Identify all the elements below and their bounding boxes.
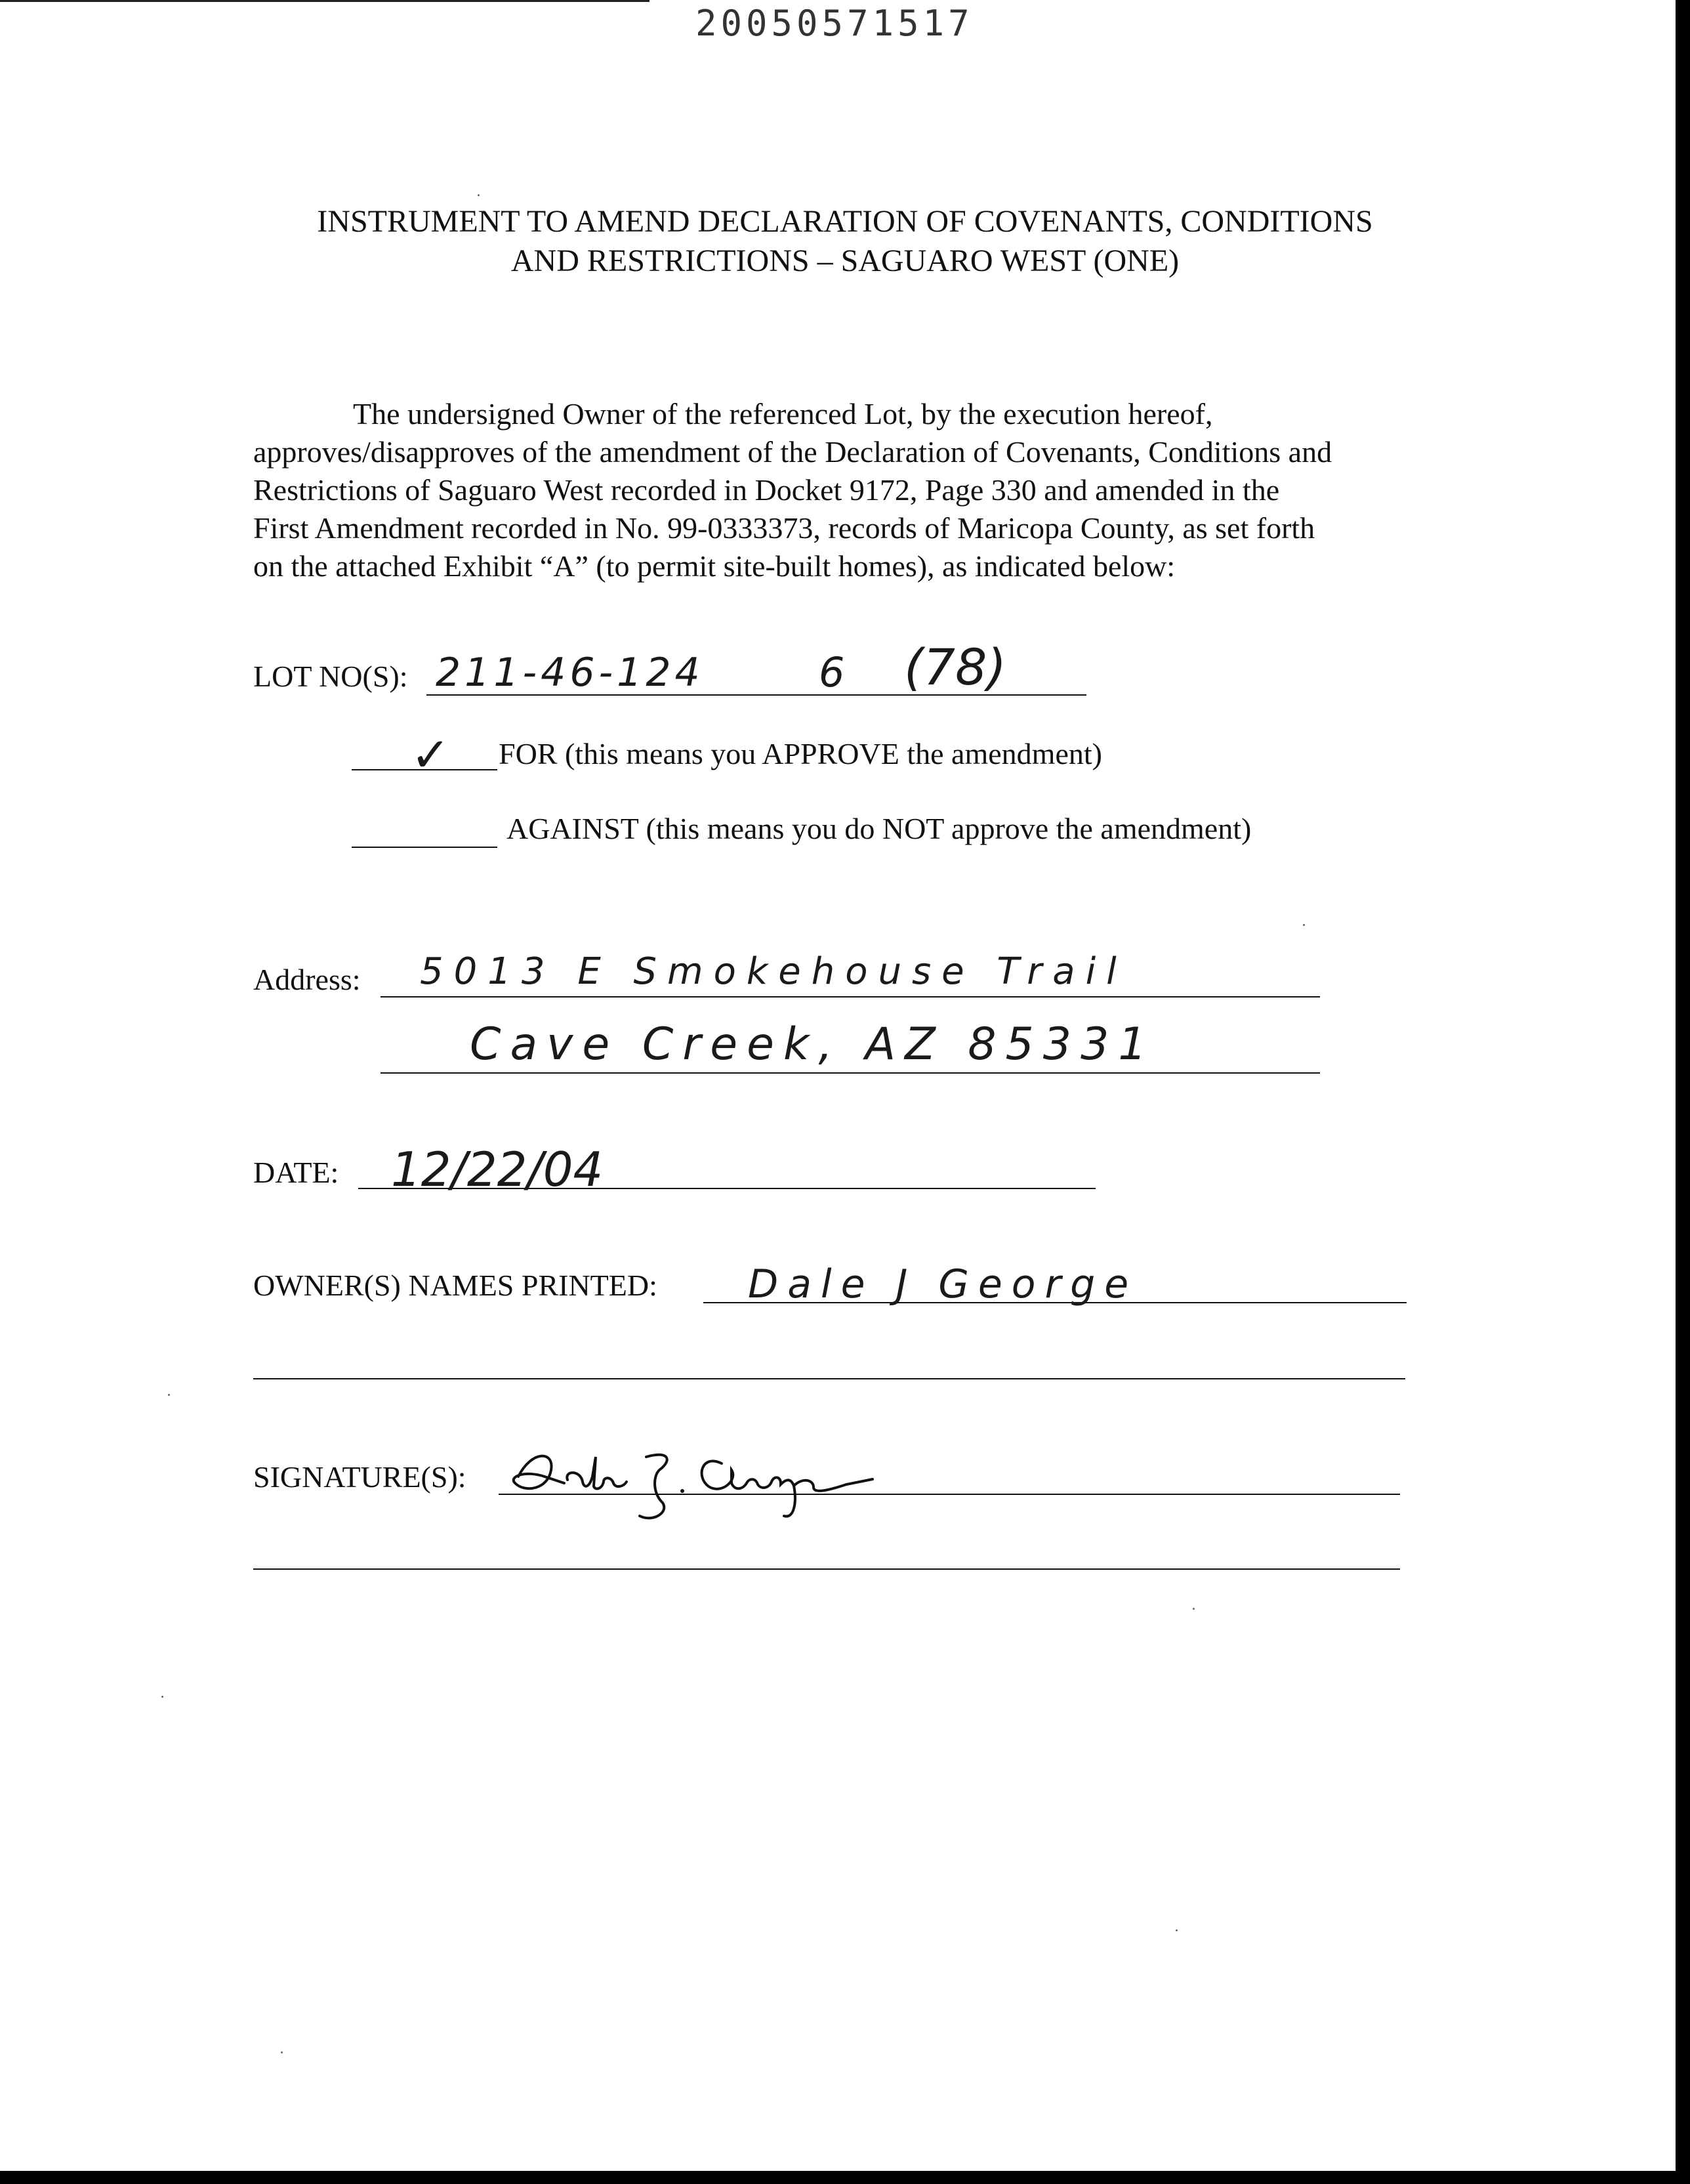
owner-names-label: OWNER(S) NAMES PRINTED: (253, 1269, 657, 1302)
lot-number-handwritten: 211-46-124 (436, 650, 704, 696)
intro-line-4: First Amendment recorded in No. 99-0333373, records of Maricopa County, as set forth (253, 511, 1315, 545)
scan-bottom-edge (0, 2171, 1690, 2184)
intro-line-5: on the attached Exhibit “A” (to permit site-built homes), as indicated below: (253, 549, 1176, 583)
scan-speck (168, 1394, 170, 1396)
for-option-text: FOR (this means you APPROVE the amendment) (499, 737, 1102, 770)
address-label: Address: (253, 963, 361, 996)
scan-speck (1303, 924, 1305, 926)
document-title-line-2: AND RESTRICTIONS – SAGUARO WEST (ONE) (510, 243, 1180, 278)
scan-speck (1193, 1608, 1195, 1610)
intro-paragraph (253, 395, 1447, 585)
date-handwritten: 12/22/04 (391, 1142, 604, 1197)
signature-underline-2 (253, 1568, 1400, 1570)
signature-label: SIGNATURE(S): (253, 1460, 466, 1494)
intro-line-2: approves/disapproves of the amendment of the Declaration of Covenants, Conditions and (253, 435, 1332, 469)
recording-number: 20050571517 (695, 3, 974, 44)
date-label: DATE: (253, 1156, 339, 1189)
lot-extra-handwritten: 6 (819, 648, 845, 696)
lot-extra-2-handwritten: (78) (904, 638, 1007, 696)
lot-label: LOT NO(S): (253, 660, 408, 693)
address-line-1-handwritten: 5013 E Smokehouse Trail (420, 950, 1127, 993)
scan-top-edge (0, 0, 649, 2)
against-blank (352, 847, 497, 848)
scan-right-edge (1676, 0, 1690, 2184)
address-underline-1 (381, 996, 1320, 998)
check-mark-handwritten: ✓ (411, 727, 451, 782)
against-option-text: AGAINST (this means you do NOT approve the amendment) (506, 812, 1252, 845)
address-underline-2 (381, 1072, 1320, 1074)
scan-speck (161, 1696, 163, 1698)
intro-line-3: Restrictions of Saguaro West recorded in Docket 9172, Page 330 and amended in the (253, 473, 1280, 507)
signature-handwritten (505, 1431, 899, 1529)
address-line-2-handwritten: Cave Creek, AZ 85331 (470, 1018, 1156, 1070)
scan-speck (478, 194, 480, 196)
owner-names-underline-2 (253, 1378, 1405, 1379)
intro-line-1: The undersigned Owner of the referenced Lot, by the execution hereof, (353, 397, 1213, 430)
owner-name-handwritten: Dale J George (748, 1261, 1138, 1307)
scan-speck (1176, 1929, 1178, 1931)
scan-speck (281, 2051, 283, 2053)
document-title-line-1: INSTRUMENT TO AMEND DECLARATION OF COVENANTS, CONDITIONS (317, 204, 1373, 239)
